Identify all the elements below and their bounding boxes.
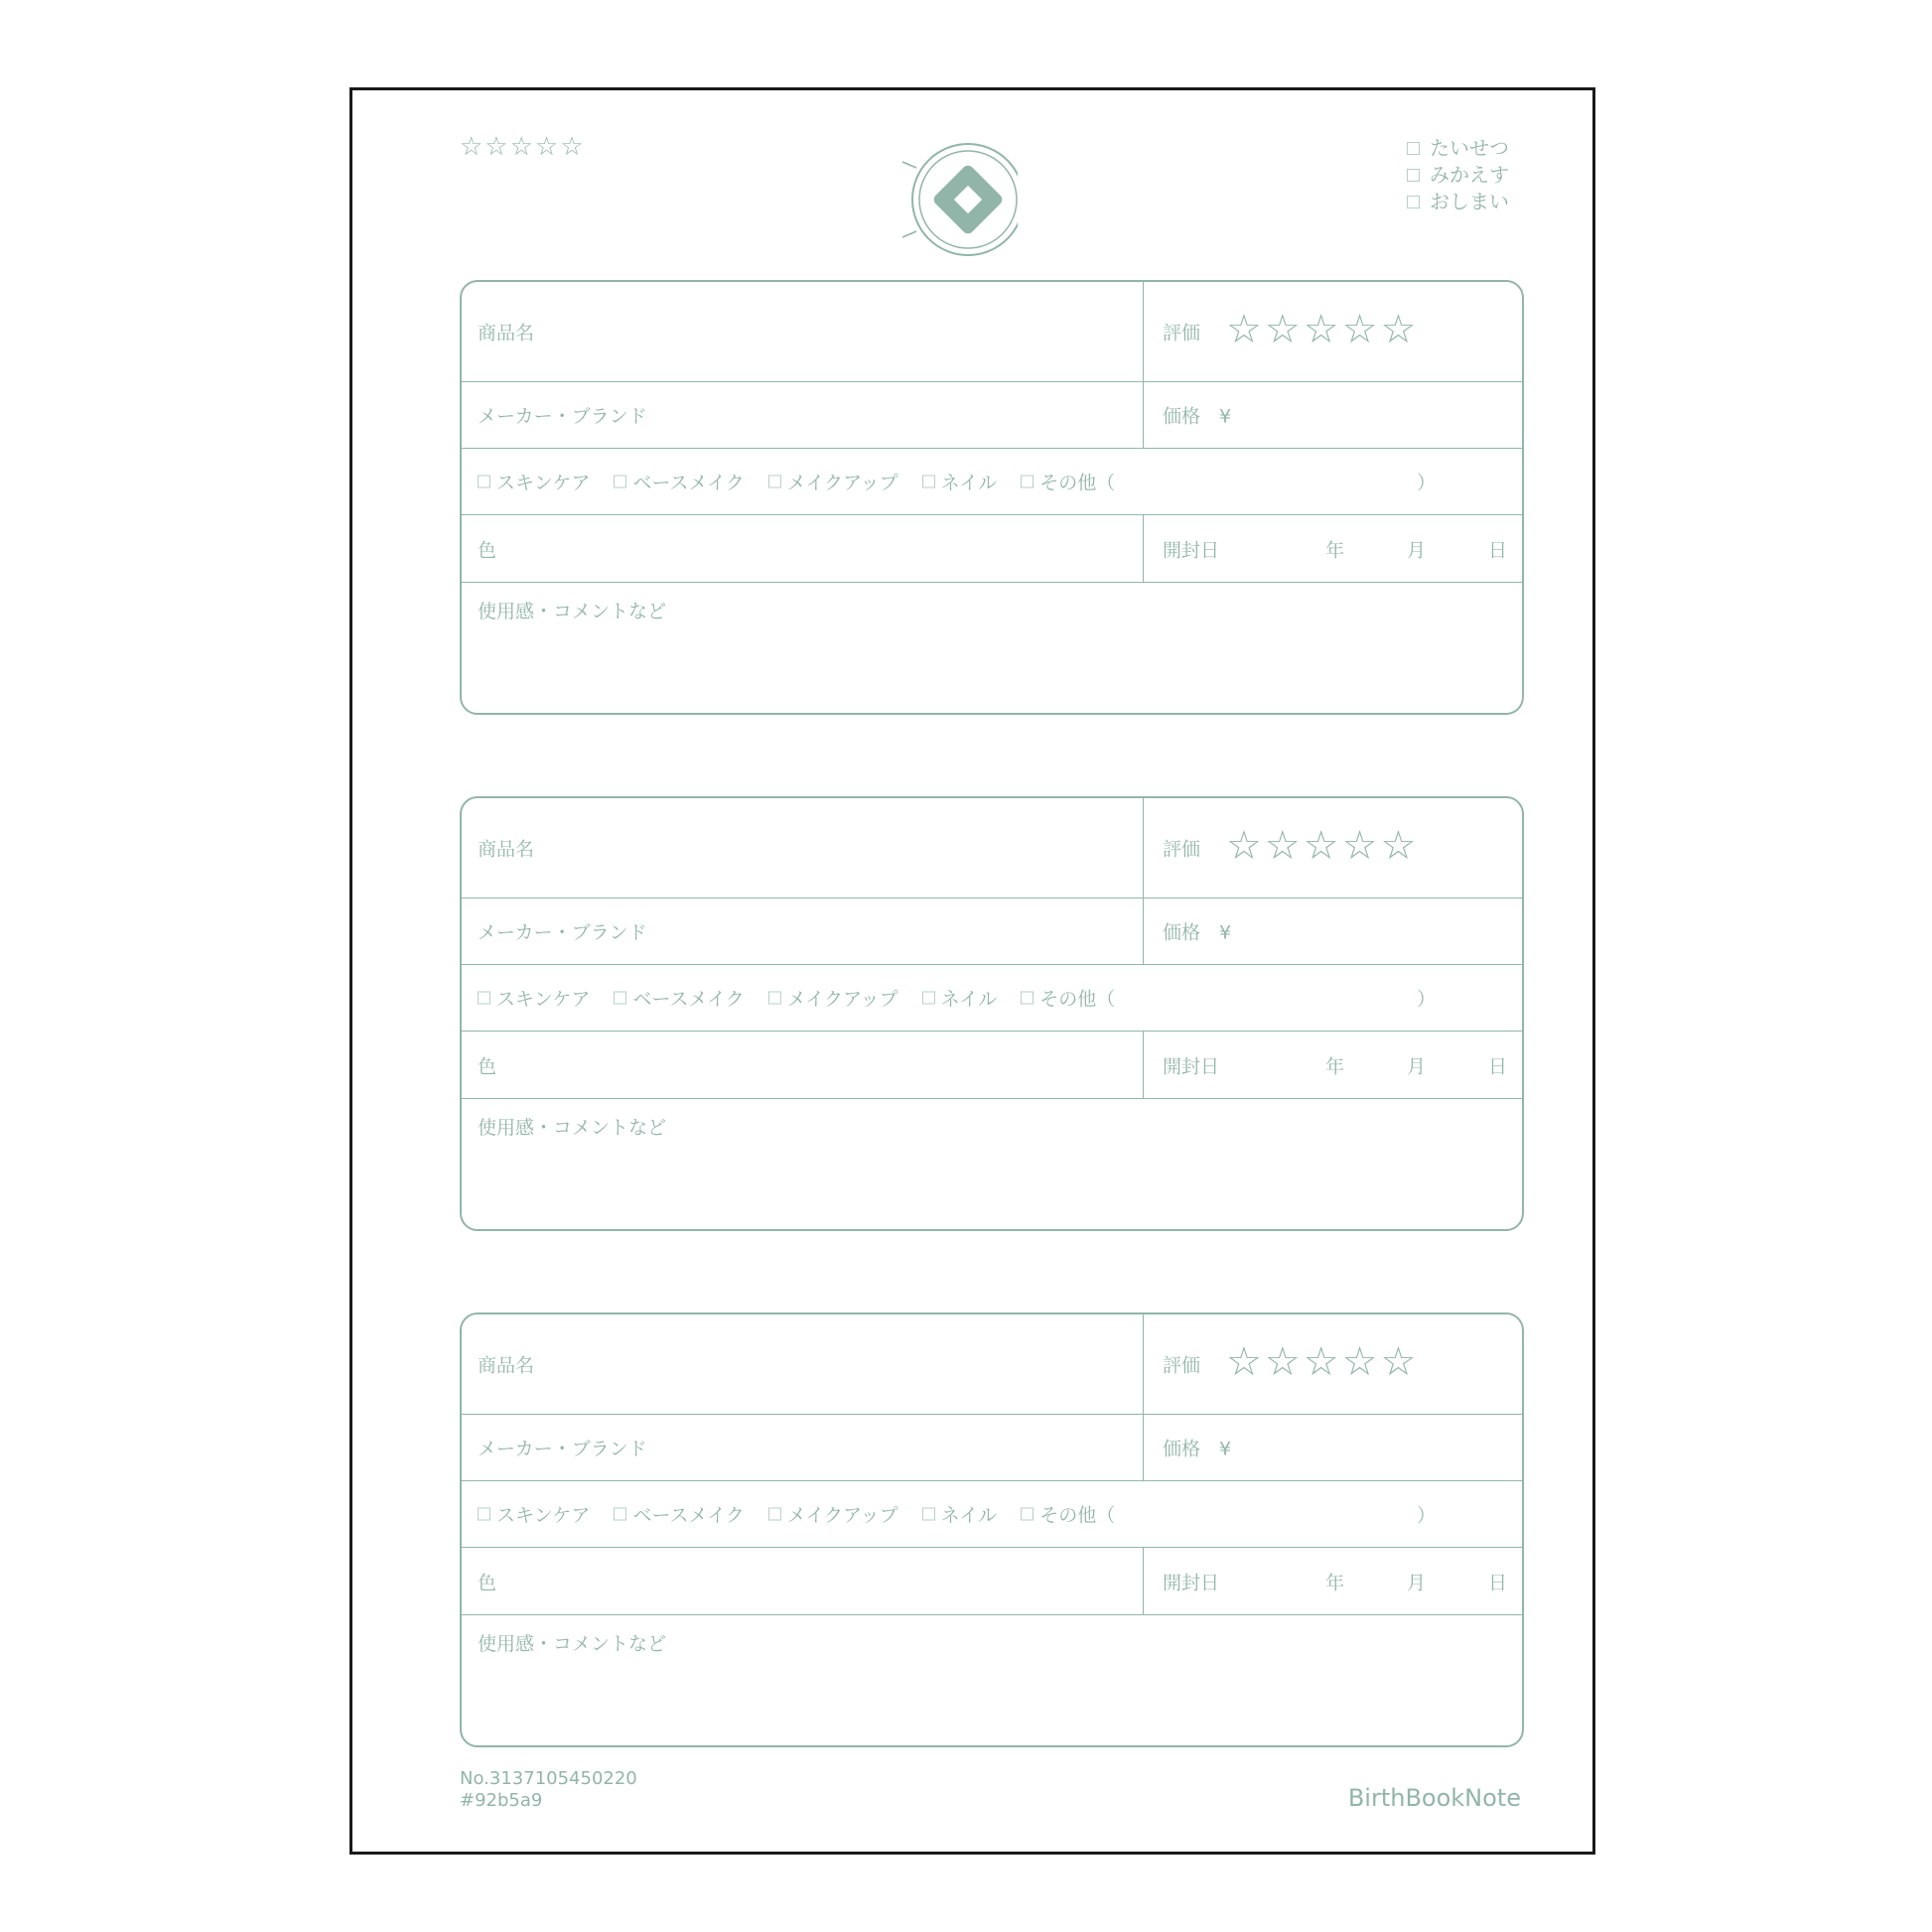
- category-label: ネイル: [940, 472, 998, 494]
- maker-label: メーカー・ブランド: [478, 405, 647, 428]
- color-label: 色: [478, 1572, 497, 1593]
- category-basemake[interactable]: [614, 985, 744, 1012]
- year-label: 年: [1325, 1055, 1345, 1077]
- category-basemake[interactable]: [614, 469, 744, 495]
- category-basemake[interactable]: [614, 1501, 744, 1528]
- product-name-label: 商品名: [478, 322, 535, 345]
- product-row: [462, 1314, 1522, 1415]
- footer-info: [460, 1768, 637, 1812]
- comment-row[interactable]: [462, 583, 1522, 715]
- category-label: その他（: [1039, 1504, 1116, 1527]
- maker-row: [462, 898, 1522, 965]
- day-label: 日: [1488, 1055, 1508, 1077]
- category-other[interactable]: [1021, 985, 1115, 1012]
- product-card: [460, 1312, 1524, 1747]
- color-row: [462, 1548, 1522, 1615]
- product-card: [460, 796, 1524, 1231]
- checkbox[interactable]: [614, 992, 626, 1005]
- checkbox[interactable]: [1021, 992, 1034, 1005]
- product-card: [460, 280, 1524, 715]
- month-label: 月: [1407, 539, 1427, 561]
- product-row: [462, 798, 1522, 898]
- category-makeup[interactable]: [768, 1501, 898, 1528]
- category-makeup[interactable]: [768, 985, 898, 1012]
- status-label: おしまい: [1430, 190, 1509, 213]
- category-row: [462, 449, 1522, 515]
- product-name-label: 商品名: [478, 838, 535, 861]
- category-label: ネイル: [940, 1504, 998, 1527]
- checkbox[interactable]: [1407, 169, 1420, 182]
- category-label: ネイル: [940, 988, 998, 1011]
- serial-number: No.3137105450220: [460, 1768, 637, 1789]
- category-label: メイクアップ: [786, 988, 898, 1011]
- category-nail[interactable]: [922, 469, 998, 495]
- checkbox[interactable]: [614, 1508, 626, 1521]
- status-label: みかえす: [1430, 163, 1509, 187]
- category-skincare[interactable]: [478, 985, 590, 1012]
- comment-row[interactable]: [462, 1615, 1522, 1747]
- category-label: その他（: [1039, 472, 1116, 494]
- category-label: スキンケア: [496, 988, 591, 1011]
- category-nail[interactable]: [922, 985, 998, 1012]
- price-label: 価格 ¥: [1163, 405, 1232, 428]
- opened-date-label: 開封日: [1163, 539, 1220, 561]
- maker-row: [462, 1415, 1522, 1481]
- category-nail[interactable]: [922, 1501, 998, 1528]
- month-label: 月: [1407, 1572, 1427, 1593]
- category-row: [462, 965, 1522, 1032]
- price-label: 価格 ¥: [1163, 921, 1232, 944]
- category-label: スキンケア: [496, 472, 591, 494]
- other-close-paren: ）: [1417, 1504, 1437, 1527]
- checkbox[interactable]: [478, 992, 490, 1005]
- maker-row: [462, 382, 1522, 449]
- status-checklist: [1407, 135, 1509, 215]
- checkbox[interactable]: [768, 992, 781, 1005]
- category-label: その他（: [1039, 988, 1116, 1011]
- checkbox[interactable]: [768, 476, 781, 488]
- category-label: メイクアップ: [786, 1504, 898, 1527]
- rating-label: 評価: [1163, 838, 1201, 861]
- comment-row[interactable]: [462, 1099, 1522, 1231]
- checkbox[interactable]: [1021, 476, 1034, 488]
- rating-stars[interactable]: ☆☆☆☆☆: [1226, 307, 1420, 353]
- checkbox[interactable]: [1021, 1508, 1034, 1521]
- category-label: スキンケア: [496, 1504, 591, 1527]
- other-close-paren: ）: [1417, 988, 1437, 1011]
- checkbox[interactable]: [922, 1508, 935, 1521]
- maker-label: メーカー・ブランド: [478, 921, 647, 944]
- month-label: 月: [1407, 1055, 1427, 1077]
- category-makeup[interactable]: [768, 469, 898, 495]
- comment-label: 使用感・コメントなど: [478, 1117, 667, 1139]
- color-label: 色: [478, 539, 497, 561]
- status-item-taisetsu[interactable]: [1407, 135, 1509, 162]
- category-label: ベースメイク: [632, 1504, 745, 1527]
- checkbox[interactable]: [922, 476, 935, 488]
- color-row: [462, 1032, 1522, 1099]
- product-row: [462, 282, 1522, 382]
- comment-label: 使用感・コメントなど: [478, 1633, 667, 1655]
- category-other[interactable]: [1021, 1501, 1115, 1528]
- category-skincare[interactable]: [478, 469, 590, 495]
- top-rating-stars[interactable]: ☆☆☆☆☆: [460, 132, 586, 162]
- checkbox[interactable]: [614, 476, 626, 488]
- checkbox[interactable]: [1407, 142, 1420, 155]
- category-label: ベースメイク: [632, 988, 745, 1011]
- category-other[interactable]: [1021, 469, 1115, 495]
- category-row: [462, 1481, 1522, 1548]
- year-label: 年: [1325, 539, 1345, 561]
- rating-label: 評価: [1163, 1354, 1201, 1377]
- day-label: 日: [1488, 1572, 1508, 1593]
- category-label: ベースメイク: [632, 472, 745, 494]
- category-skincare[interactable]: [478, 1501, 590, 1528]
- rating-stars[interactable]: ☆☆☆☆☆: [1226, 823, 1420, 870]
- category-label: メイクアップ: [786, 472, 898, 494]
- checkbox[interactable]: [1407, 196, 1420, 208]
- brand-name: BirthBookNote: [1347, 1784, 1521, 1812]
- rating-label: 評価: [1163, 322, 1201, 345]
- product-name-label: 商品名: [478, 1354, 535, 1377]
- day-label: 日: [1488, 539, 1508, 561]
- note-page: [349, 87, 1595, 1855]
- price-label: 価格 ¥: [1163, 1438, 1232, 1460]
- status-item-mikaesu[interactable]: [1407, 162, 1509, 189]
- maker-label: メーカー・ブランド: [478, 1438, 647, 1460]
- checkbox[interactable]: [922, 992, 935, 1005]
- tag-diamond-icon: [889, 132, 1018, 261]
- opened-date-label: 開封日: [1163, 1572, 1220, 1593]
- checkbox[interactable]: [768, 1508, 781, 1521]
- status-item-oshimai[interactable]: [1407, 189, 1509, 215]
- color-row: [462, 515, 1522, 583]
- color-label: 色: [478, 1055, 497, 1077]
- color-code: #92b5a9: [460, 1790, 543, 1811]
- rating-stars[interactable]: ☆☆☆☆☆: [1226, 1339, 1420, 1386]
- opened-date-label: 開封日: [1163, 1055, 1220, 1077]
- other-close-paren: ）: [1417, 472, 1437, 494]
- checkbox[interactable]: [478, 476, 490, 488]
- status-label: たいせつ: [1430, 136, 1509, 160]
- year-label: 年: [1325, 1572, 1345, 1593]
- comment-label: 使用感・コメントなど: [478, 601, 667, 622]
- checkbox[interactable]: [478, 1508, 490, 1521]
